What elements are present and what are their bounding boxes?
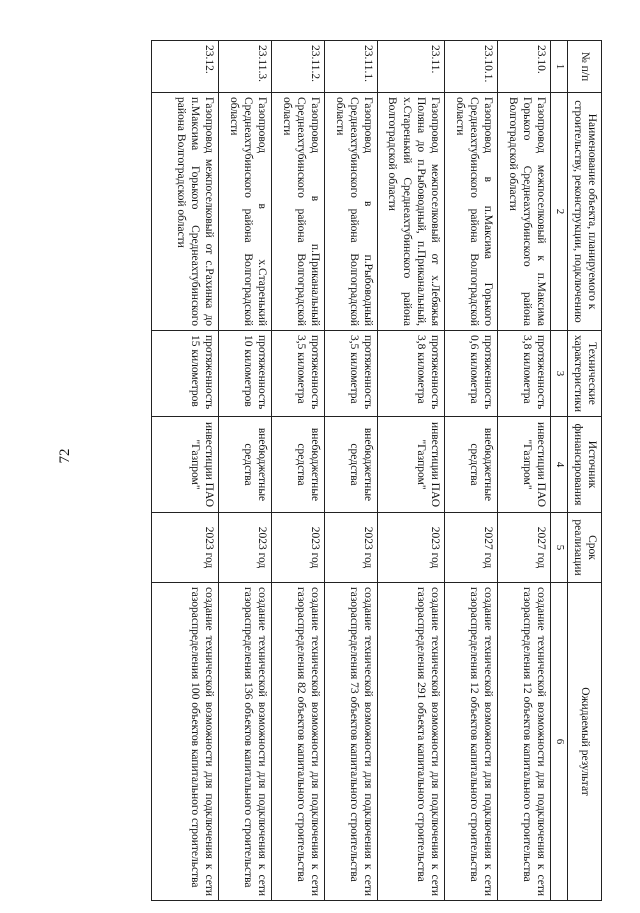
object-name: Газопровод в п.Рыбоводный Среднеахтубинского района Волгоградской области (325, 93, 378, 331)
implementation-term: 2023 год (325, 513, 378, 583)
table-row (272, 41, 325, 901)
objects-table (152, 40, 603, 901)
object-name: Газопровод межпоселковый от х.Лебяжья Поляна до п.Рыбоводный, п.Приканальный, х.Старенький Среднеахтубинского района Волгоградской области (378, 93, 445, 331)
characteristics: протяженность 3,5 километра (272, 331, 325, 417)
row-number: 23.12. (152, 41, 219, 93)
characteristics: протяженность 3,8 километра (498, 331, 551, 417)
financing-source: инвестиции ПАО "Газпром" (152, 417, 219, 513)
table-row (378, 41, 445, 901)
header-cell: № п/п (568, 41, 602, 93)
implementation-term: 2027 год (445, 513, 498, 583)
expected-result: создание технической возможности для подключения к сети газораспределения 12 объектов капитального строительства (445, 583, 498, 901)
expected-result: создание технической возможности для подключения к сети газораспределения 12 объектов капитального строительства (498, 583, 551, 901)
row-number: 23.11.2. (272, 41, 325, 93)
expected-result: создание технической возможности для подключения к сети газораспределения 82 объектов капитального строительства (272, 583, 325, 901)
column-number: 3 (551, 331, 568, 417)
expected-result: создание технической возможности для подключения к сети газораспределения 100 объектов капитального строительства (152, 583, 219, 901)
characteristics: протяженность 3,5 километра (325, 331, 378, 417)
header-cell: Технические характеристики (568, 331, 602, 417)
column-number: 5 (551, 513, 568, 583)
header-cell: Наименование объекта, планируемого к строительству, реконструкции, подключению (568, 93, 602, 331)
column-number: 1 (551, 41, 568, 93)
object-name: Газопровод в п.Максима Горького Среднеахтубинского района Волгоградской области (445, 93, 498, 331)
object-name: Газопровод в п.Приканальный Среднеахтубинского района Волгоградской области (272, 93, 325, 331)
expected-result: создание технической возможности для подключения к сети газораспределения 291 объекта капитального строительства (378, 583, 445, 901)
page-number: 72 (57, 448, 73, 464)
table-row (325, 41, 378, 901)
object-name: Газопровод в х.Старенький Среднеахтубинского района Волгоградской области (219, 93, 272, 331)
implementation-term: 2023 год (219, 513, 272, 583)
characteristics: протяженность 15 километров (152, 331, 219, 417)
row-number: 23.11.3. (219, 41, 272, 93)
row-number: 23.11. (378, 41, 445, 93)
header-row (568, 41, 602, 901)
table-row (219, 41, 272, 901)
characteristics: протяженность 3,8 километра (378, 331, 445, 417)
financing-source: инвестиции ПАО "Газпром" (498, 417, 551, 513)
row-number: 23.10.1. (445, 41, 498, 93)
header-cell: Источник финансирования (568, 417, 602, 513)
header-cell: Ожидаемый результат (568, 583, 602, 901)
column-number-row (551, 41, 568, 901)
financing-source: внебюджетные средства (325, 417, 378, 513)
financing-source: инвестиции ПАО "Газпром" (378, 417, 445, 513)
header-cell: Срок реализации (568, 513, 602, 583)
expected-result: создание технической возможности для подключения к сети газораспределения 136 объектов капитального строительства (219, 583, 272, 901)
financing-source: внебюджетные средства (219, 417, 272, 513)
column-number: 2 (551, 93, 568, 331)
table-row (498, 41, 551, 901)
implementation-term: 2023 год (152, 513, 219, 583)
financing-source: внебюджетные средства (445, 417, 498, 513)
rotated-table-container (82, 40, 602, 900)
expected-result: создание технической возможности для подключения к сети газораспределения 73 объектов капитального строительства (325, 583, 378, 901)
column-number: 6 (551, 583, 568, 901)
row-number: 23.10. (498, 41, 551, 93)
implementation-term: 2027 год (498, 513, 551, 583)
implementation-term: 2023 год (378, 513, 445, 583)
table-row (445, 41, 498, 901)
row-number: 23.11.1. (325, 41, 378, 93)
implementation-term: 2023 год (272, 513, 325, 583)
object-name: Газопровод межпоселковый от с.Рахинка до п.Максима Горького Среднеахтубинского района Волгоградской области (152, 93, 219, 331)
characteristics: протяженность 10 километров (219, 331, 272, 417)
characteristics: протяженность 0,6 километра (445, 331, 498, 417)
financing-source: внебюджетные средства (272, 417, 325, 513)
table-row (152, 41, 219, 901)
column-number: 4 (551, 417, 568, 513)
object-name: Газопровод межпоселковый к п.Максима Горького Среднеахтубинского района Волгоградской области (498, 93, 551, 331)
